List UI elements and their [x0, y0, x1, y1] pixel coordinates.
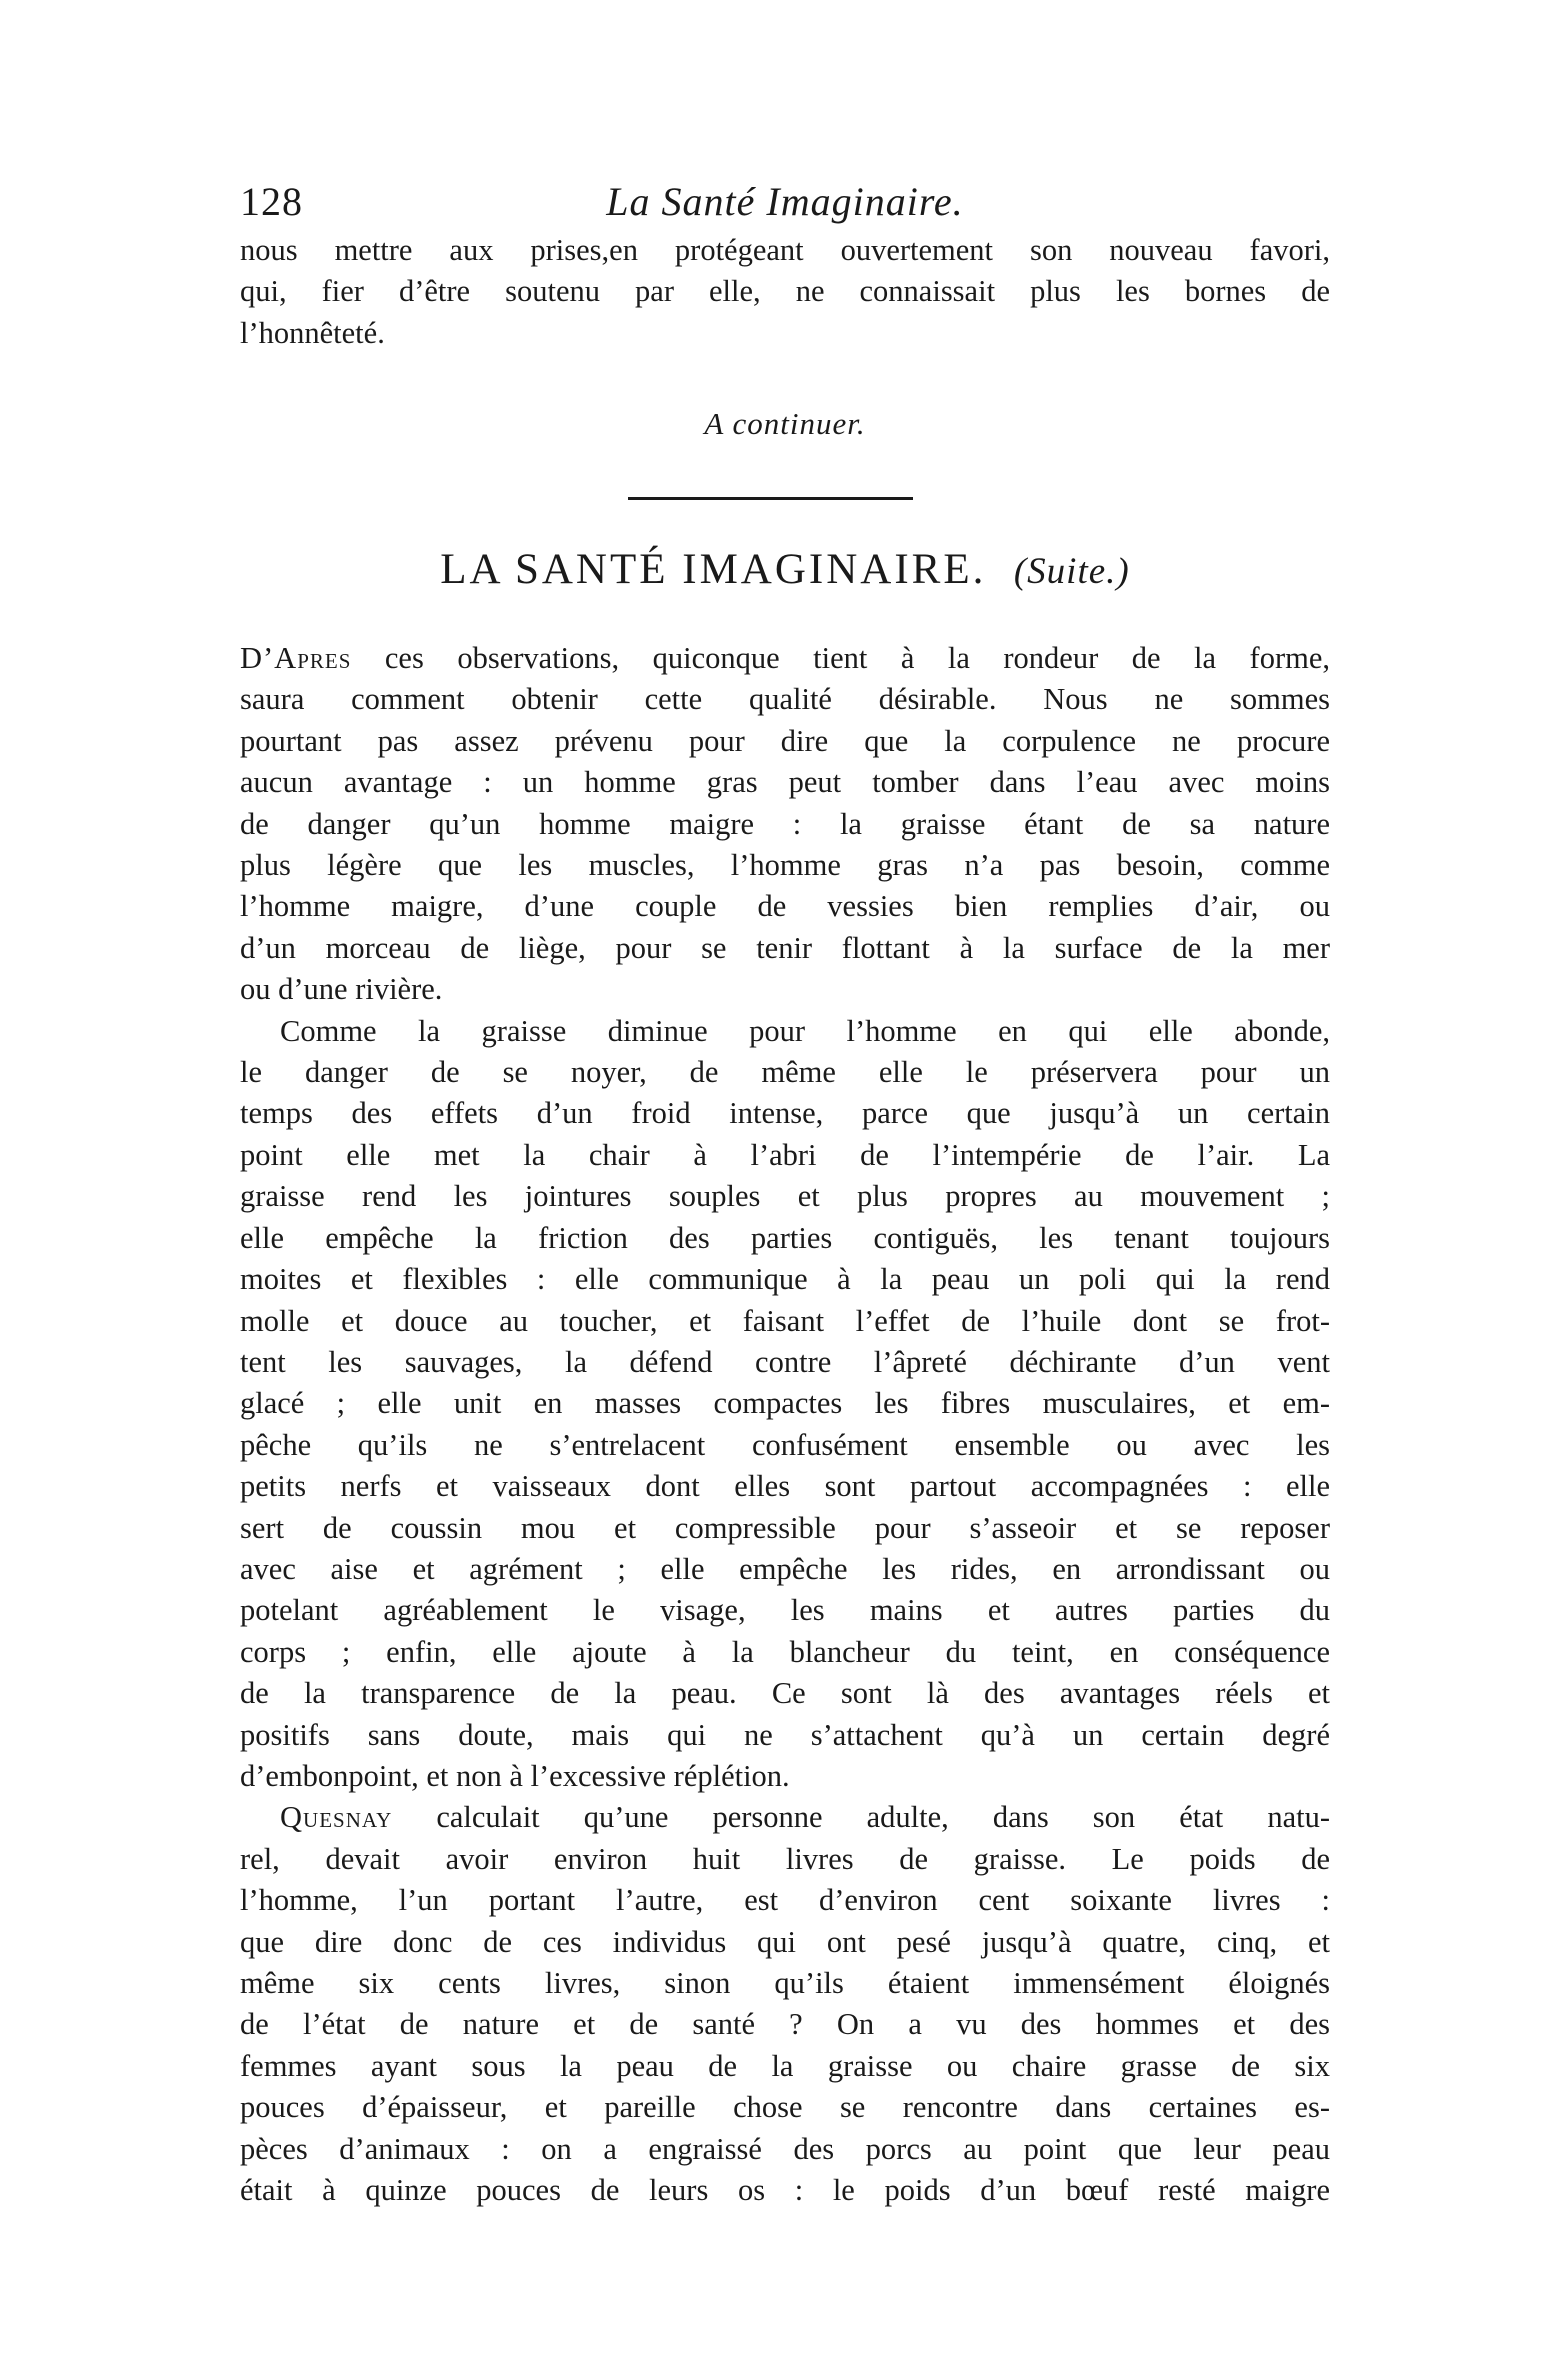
text-line: d’embonpoint, et non à l’excessive réplétion. [240, 1758, 790, 1793]
text-line: tent les sauvages, la défend contre l’âpreté déchirante d’un vent [240, 1344, 1330, 1379]
article-body [240, 638, 1330, 2211]
text-line: l’homme maigre, d’une couple de vessies bien remplies d’air, ou [240, 889, 1330, 924]
text-line: saura comment obtenir cette qualité désirable. Nous ne sommes [240, 682, 1330, 717]
text-line: positifs sans doute, mais qui ne s’attachent qu’à un certain degré [240, 1717, 1330, 1752]
text-line: de danger qu’un homme maigre : la graisse étant de sa nature [240, 806, 1330, 841]
text-line: sert de coussin mou et compressible pour s’asseoir et se reposer [240, 1510, 1330, 1545]
paragraph-first-line [240, 638, 1330, 679]
section-heading [240, 545, 1330, 594]
section-divider [628, 497, 913, 500]
text-span: calculait qu’une personne adulte, dans son état natu- [392, 1800, 1330, 1835]
author-name: Quesnay [280, 1800, 393, 1835]
text-line: glacé ; elle unit en masses compactes les fibres musculaires, et em- [240, 1386, 1330, 1421]
text-line: aucun avantage : un homme gras peut tomber dans l’eau avec moins [240, 765, 1330, 800]
text-line: point elle met la chair à l’abri de l’intempérie de l’air. La [240, 1137, 1330, 1172]
to-be-continued-note: A continuer. [704, 406, 866, 441]
running-title: La Santé Imaginaire. [606, 179, 964, 224]
text-line: était à quinze pouces de leurs os : le poids d’un bœuf resté maigre [240, 2173, 1330, 2208]
text-line: pêche qu’ils ne s’entrelacent confusément ensemble ou avec les [240, 1427, 1330, 1462]
text-line: pèces d’animaux : on a engraissé des porcs au point que leur peau [240, 2131, 1330, 2166]
text-line: de la transparence de la peau. Ce sont là des avantages réels et [240, 1676, 1330, 1711]
text-line: graisse rend les jointures souples et plus propres au mouvement ; [240, 1179, 1330, 1214]
text-line: corps ; enfin, elle ajoute à la blancheur du teint, en conséquence [240, 1634, 1330, 1669]
text-line: pourtant pas assez prévenu pour dire que la corpulence ne procure [240, 723, 1330, 758]
text-line: l’honnêteté. [240, 315, 385, 350]
text-line: petits nerfs et vaisseaux dont elles sont partout accompagnées : elle [240, 1469, 1330, 1504]
page-number: 128 [240, 179, 303, 224]
text-line: de l’état de nature et de santé ? On a vu des hommes et des [240, 2007, 1330, 2042]
paragraph-first-line [240, 1797, 1330, 1838]
previous-article-end [240, 230, 1330, 354]
text-line: potelant agréablement le visage, les mains et autres parties du [240, 1593, 1330, 1628]
text-line: nous mettre aux prises,en protégeant ouvertement son nouveau favori, [240, 233, 1330, 267]
text-line: le danger de se noyer, de même elle le préservera pour un [240, 1055, 1330, 1090]
text-line: molle et douce au toucher, et faisant l’effet de l’huile dont se frot- [240, 1303, 1330, 1338]
text-span: ces observations, quiconque tient à la rondeur de la forme, [351, 641, 1330, 675]
book-page [240, 0, 1330, 2358]
text-line: pouces d’épaisseur, et pareille chose se rencontre dans certaines es- [240, 2090, 1330, 2125]
text-line: ou d’une rivière. [240, 972, 443, 1007]
text-line: avec aise et agrément ; elle empêche les rides, en arrondissant ou [240, 1551, 1330, 1586]
text-line: Comme la graisse diminue pour l’homme en qui elle abonde, [280, 1013, 1330, 1048]
section-subtitle: (Suite.) [1013, 551, 1130, 592]
text-line: l’homme, l’un portant l’autre, est d’environ cent soixante livres : [240, 1883, 1330, 1918]
drop-lead-word: D’Apres [240, 641, 352, 675]
text-line: plus légère que les muscles, l’homme gras n’a pas besoin, comme [240, 848, 1330, 883]
running-head [240, 178, 1330, 238]
text-line: temps des effets d’un froid intense, parce que jusqu’à un certain [240, 1096, 1330, 1131]
text-line: que dire donc de ces individus qui ont pesé jusqu’à quatre, cinq, et [240, 1924, 1330, 1959]
section-title: LA SANTÉ IMAGINAIRE. [440, 546, 987, 593]
text-line: même six cents livres, sinon qu’ils étaient immensément éloignés [240, 1966, 1330, 2000]
text-line: rel, devait avoir environ huit livres de graisse. Le poids de [240, 1841, 1330, 1876]
text-line: moites et flexibles : elle communique à la peau un poli qui la rend [240, 1262, 1330, 1297]
text-line: qui, fier d’être soutenu par elle, ne connaissait plus les bornes de [240, 274, 1330, 309]
text-line: d’un morceau de liège, pour se tenir flottant à la surface de la mer [240, 930, 1330, 965]
text-line: elle empêche la friction des parties contiguës, les tenant toujours [240, 1220, 1330, 1255]
text-line: femmes ayant sous la peau de la graisse ou chaire grasse de six [240, 2048, 1330, 2083]
